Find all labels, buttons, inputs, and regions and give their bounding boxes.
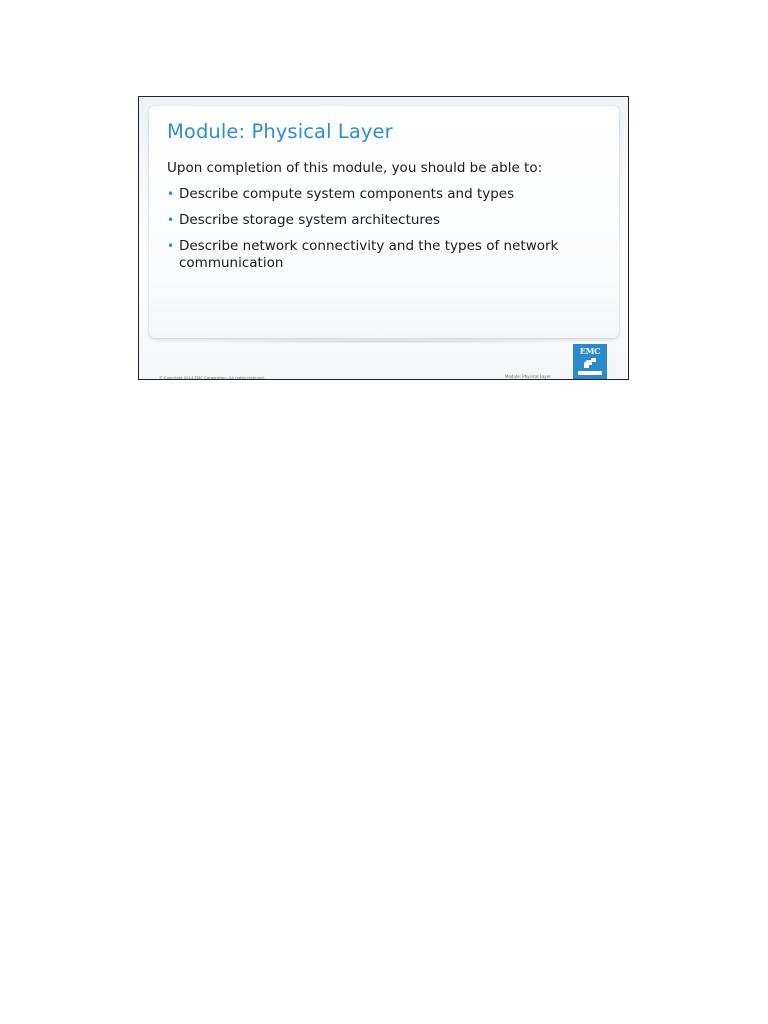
panel-shadow <box>199 340 569 343</box>
bullet-item <box>167 238 597 272</box>
bullet-text: Describe storage system architectures <box>179 212 441 228</box>
logo-mark-icon <box>583 357 597 369</box>
copyright-text: © Copyright 2014 EMC Corporation. All rights reserved. <box>159 375 265 380</box>
footer-module-name: Module: Physical Layer <box>505 374 551 379</box>
logo-bar <box>578 371 602 375</box>
bullet-icon: • <box>167 213 175 227</box>
content-panel <box>149 106 619 338</box>
bullet-text: Describe compute system components and types <box>179 186 515 202</box>
bullet-text: Describe network connectivity and the types of network communication <box>179 238 559 271</box>
logo-text: EMC <box>579 346 601 356</box>
slide-title: Module: Physical Layer <box>167 120 393 143</box>
bullet-icon: • <box>167 187 175 201</box>
bullet-icon: • <box>167 239 175 253</box>
bullet-list <box>167 186 597 281</box>
slide <box>138 96 629 380</box>
slide-intro: Upon completion of this module, you should be able to: <box>167 160 543 176</box>
emc-proven-logo-icon <box>573 344 607 380</box>
bullet-item <box>167 186 597 203</box>
bullet-item <box>167 212 597 229</box>
